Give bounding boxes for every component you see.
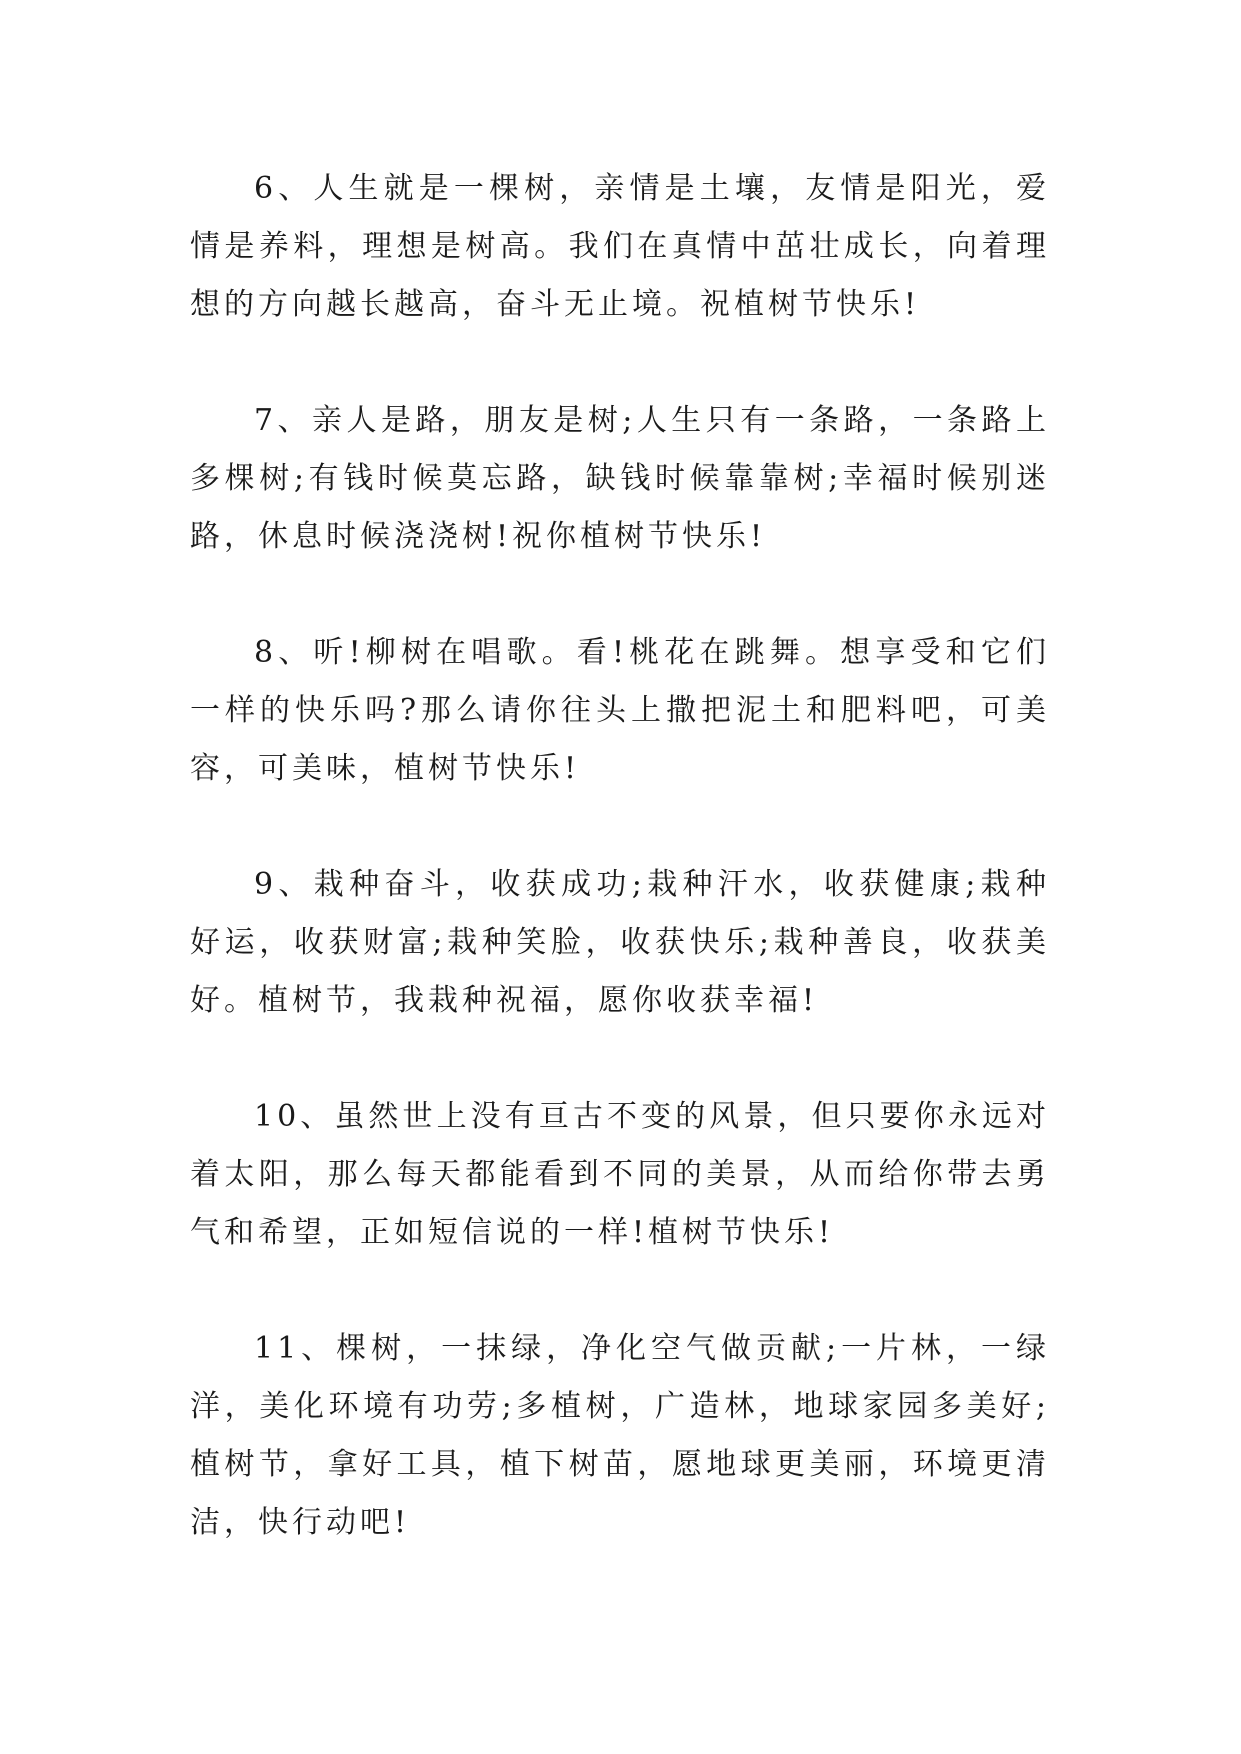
paragraph-8: 8、听!柳树在唱歌。看!桃花在跳舞。想享受和它们一样的快乐吗?那么请你往头上撒把泥土和肥料吧，可美容，可美味，植树节快乐! [190, 635, 1050, 786]
document-body [190, 160, 1050, 1610]
paragraph-11: 11、棵树，一抹绿，净化空气做贡献;一片林，一绿洋，美化环境有功劳;多植树，广造林，地球家园多美好;植树节，拿好工具，植下树苗，愿地球更美丽，环境更清洁，快行动吧! [190, 1331, 1050, 1540]
paragraph-7: 7、亲人是路，朋友是树;人生只有一条路，一条路上多棵树;有钱时候莫忘路，缺钱时候靠靠树;幸福时候别迷路，休息时候浇浇树!祝你植树节快乐! [190, 403, 1050, 554]
paragraph-10: 10、虽然世上没有亘古不变的风景，但只要你永远对着太阳，那么每天都能看到不同的美景，从而给你带去勇气和希望，正如短信说的一样!植树节快乐! [190, 1099, 1050, 1250]
paragraph-6: 6、人生就是一棵树，亲情是土壤，友情是阳光，爱情是养料，理想是树高。我们在真情中茁壮成长，向着理想的方向越长越高，奋斗无止境。祝植树节快乐! [190, 171, 1050, 322]
paragraph-9: 9、栽种奋斗，收获成功;栽种汗水，收获健康;栽种好运，收获财富;栽种笑脸，收获快乐;栽种善良，收获美好。植树节，我栽种祝福，愿你收获幸福! [190, 867, 1050, 1018]
